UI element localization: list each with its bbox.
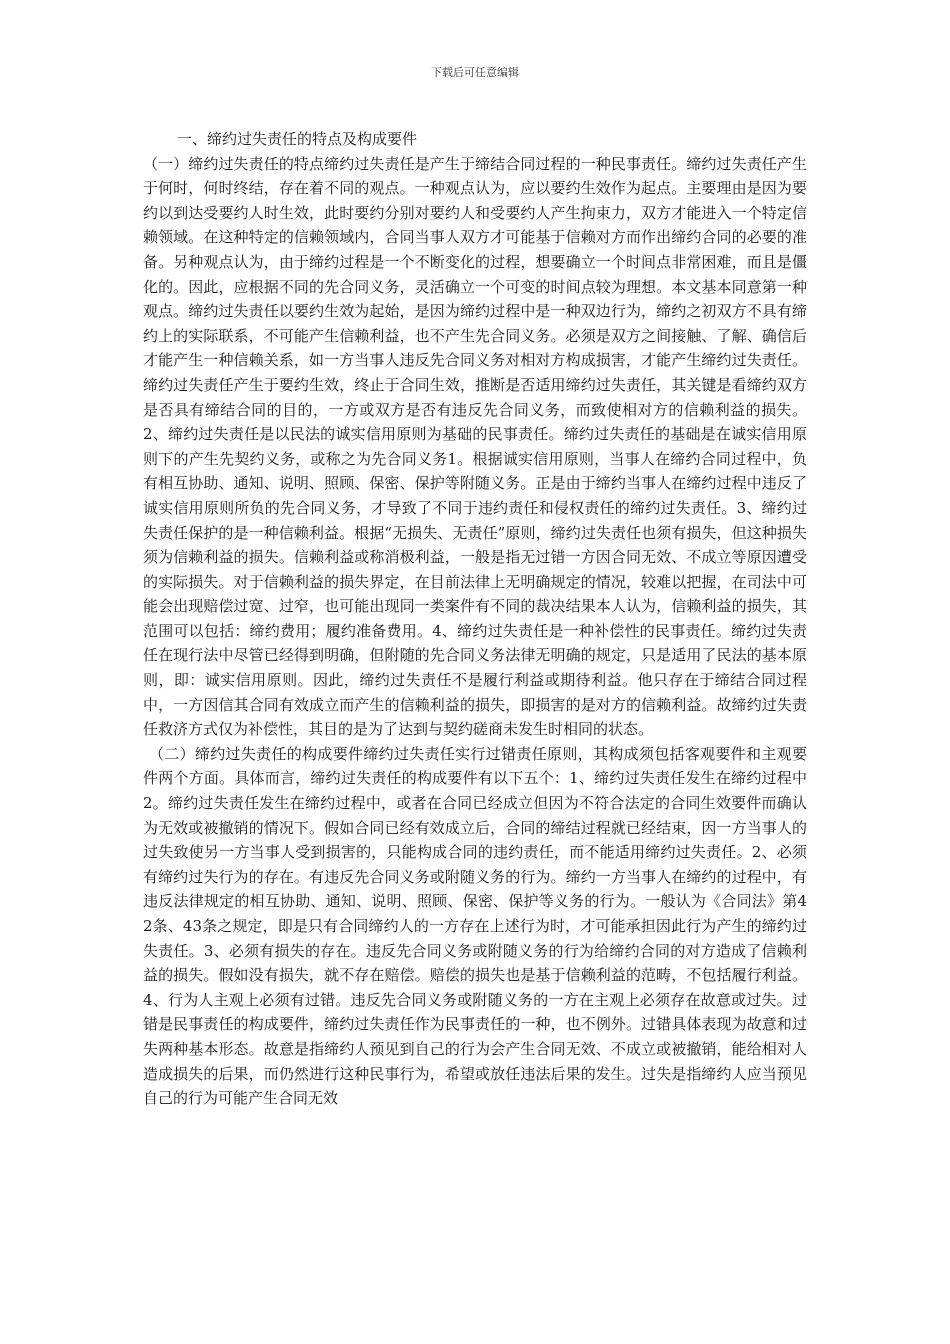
paragraph-elements: （二）缔约过失责任的构成要件缔约过失责任实行过错责任原则，其构成须包括客观要件和主观要件两个方面。具体而言，缔约过失责任的构成要件有以下五个：1、缔约过失责任发生在缔约过程中2。缔约过失责任发生在缔约过程中，或者在合同已经成立但因为不符合法定的合同生效要件而确认为无效或被撤销的情况下。假如合同已经有效成立后，合同的缔结过程就已经结束，因一方当事人的过失致使另一方当事人受到损害的，只能构成合同的违约责任，而不能适用缔约过失责任。2、必须有缔约过失行为的存在。有违反先合同义务或附随义务的行为。缔约一方当事人在缔约的过程中，有违反法律规定的相互协助、通知、说明、照顾、保密、保护等义务的行为。一般认为《合同法》第42条、43条之规定，即是只有合同缔约人的一方存在上述行为时，才可能承担因此行为产生的缔约过失责任。3、必须有损失的存在。违反先合同义务或附随义务的行为给缔约合同的对方造成了信赖利益的损失。假如没有损失，就不存在赔偿。赔偿的损失也是基于信赖利益的范畴，不包括履行利益。4、行为人主观上必须有过错。违反先合同义务或附随义务的一方在主观上必须存在故意或过失。过错是民事责任的构成要件，缔约过失责任作为民事责任的一种，也不例外。过错具体表现为故意和过失两种基本形态。故意是指缔约人预见到自己的行为会产生合同无效、不成立或被撤销，能给相对人造成损失的后果，而仍然进行这种民事行为，希望或放任违法后果的发生。过失是指缔约人应当预见自己的行为可能产生合同无效: [143, 744, 807, 1108]
paragraph-features: （一）缔约过失责任的特点缔约过失责任是产生于缔结合同过程的一种民事责任。缔约过失责任产生于何时，何时终结，存在着不同的观点。一种观点认为，应以要约生效作为起点。主要理由是因为要约以到达受要约人时生效，此时要约分别对要约人和受要约人产生拘束力，双方才能进入一个特定信赖领域。在这种特定的信赖领域内，合同当事人双方才可能基于信赖对方而作出缔约合同的必要的准备。另种观点认为，由于缔约过程是一个不断变化的过程，想要确立一个时间点非常困难，而且是僵化的。因此，应根据不同的先合同义务，灵活确立一个可变的时间点较为理想。本文基本同意第一种观点。缔约过失责任以要约生效为起始，是因为缔约过程中是一种双边行为，缔约之初双方不具有缔约上的实际联系，不可能产生信赖利益，也不产生先合同义务。必须是双方之间接触、了解、确信后才能产生一种信赖关系，如一方当事人违反先合同义务对相对方构成损害，才能产生缔约过失责任。缔约过失责任产生于要约生效，终止于合同生效，推断是否适用缔约过失责任，其关键是看缔约双方是否具有缔结合同的目的，一方或双方是否有违反先合同义务，而致使相对方的信赖利益的损失。2、缔约过失责任是以民法的诚实信用原则为基础的民事责任。缔约过失责任的基础是在诚实信用原则下的产生先契约义务，或称之为先合同义务1。根据诚实信用原则，当事人在缔约合同过程中，负有相互协助、通知、说明、照顾、保密、保护等附随义务。正是由于缔约当事人在缔约过程中违反了诚实信用原则所负的先合同义务，才导致了不同于违约责任和侵权责任的缔约过失责任。3、缔约过失责任保护的是一种信赖利益。根据“无损失、无责任”原则，缔约过失责任也须有损失，但这种损失须为信赖利益的损失。信赖利益或称消极利益，一般是指无过错一方因合同无效、不成立等原因遭受的实际损失。对于信赖利益的损失界定，在目前法律上无明确规定的情况，较难以把握，在司法中可能会出现赔偿过宽、过窄，也可能出现同一类案件有不同的裁决结果本人认为，信赖利益的损失，其范围可以包括：缔约费用；履约准备费用。4、缔约过失责任是一种补偿性的民事责任。缔约过失责任在现行法中尽管已经得到明确，但附随的先合同义务法律无明确的规定，只是适用了民法的基本原则，即：诚实信用原则。因此，缔约过失责任不是履行利益或期待利益。他只存在于缔结合同过程中，一方因信其合同有效成立而产生的信赖利益的损失，即损害的是对方的信赖利益。故缔约过失责任救济方式仅为补偿性，其目的是为了达到与契约磋商未发生时相同的状态。: [143, 154, 807, 739]
section-heading: 一、缔约过失责任的特点及构成要件: [177, 130, 418, 148]
document-body: [143, 127, 807, 1111]
page-header: 下载后可任意编辑: [431, 66, 519, 79]
